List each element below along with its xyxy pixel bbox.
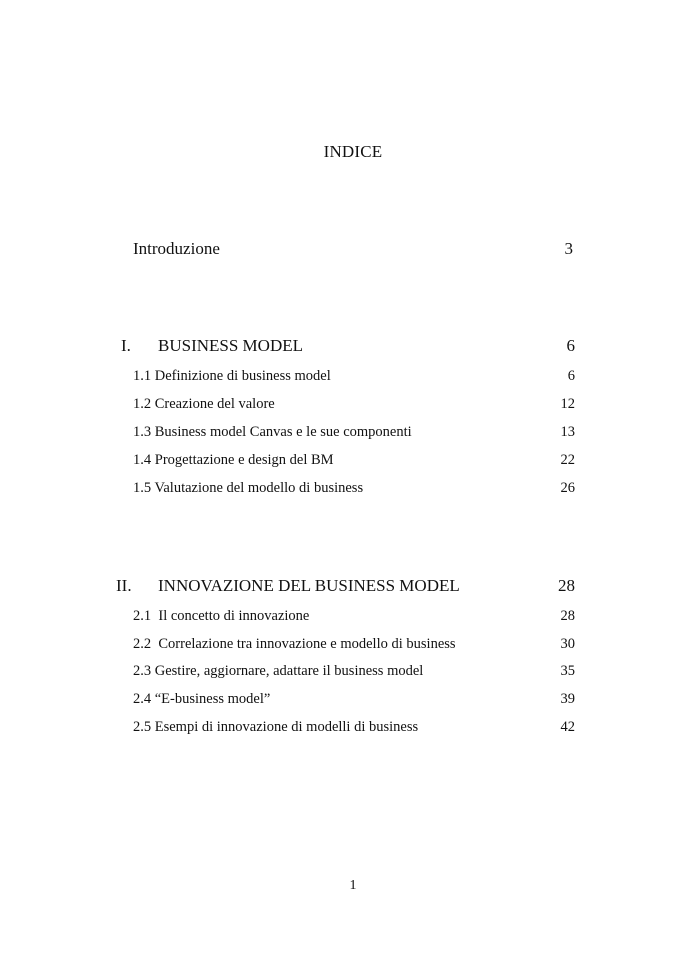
section-page: 35 bbox=[560, 663, 575, 679]
section-label: 1.2 Creazione del valore bbox=[133, 396, 275, 412]
toc-section bbox=[133, 691, 575, 711]
chapter-title: INNOVAZIONE DEL BUSINESS MODEL bbox=[158, 576, 460, 595]
toc-section bbox=[133, 663, 575, 683]
toc-entry-page: 3 bbox=[564, 239, 573, 258]
section-label: 2.1 Il concetto di innovazione bbox=[133, 608, 310, 624]
chapter-number: II. bbox=[116, 576, 132, 595]
section-label: 1.5 Valutazione del modello di business bbox=[133, 480, 364, 496]
toc-section bbox=[133, 368, 575, 388]
chapter-page: 28 bbox=[558, 576, 575, 595]
section-page: 13 bbox=[560, 424, 575, 440]
chapter-number: I. bbox=[121, 336, 131, 355]
section-page: 6 bbox=[567, 368, 575, 384]
section-label: 2.3 Gestire, aggiornare, adattare il business model bbox=[133, 663, 424, 679]
section-page: 12 bbox=[560, 396, 575, 412]
section-page: 39 bbox=[560, 691, 575, 707]
section-page: 30 bbox=[560, 636, 575, 652]
section-label: 2.2 Correlazione tra innovazione e modello di business bbox=[133, 636, 456, 652]
section-label: 1.1 Definizione di business model bbox=[133, 368, 331, 384]
toc-chapter-2 bbox=[116, 576, 575, 598]
toc-section bbox=[133, 396, 575, 416]
toc-section bbox=[133, 636, 575, 656]
chapter-title: BUSINESS MODEL bbox=[158, 336, 303, 355]
section-label: 1.4 Progettazione e design del BM bbox=[133, 452, 334, 468]
toc-entry-label: Introduzione bbox=[133, 239, 220, 258]
toc-section bbox=[133, 424, 575, 444]
toc-chapter-1 bbox=[118, 336, 575, 358]
section-page: 26 bbox=[560, 480, 575, 496]
toc-entry-introduction bbox=[133, 239, 573, 259]
page-number: 1 bbox=[349, 878, 357, 893]
page-title: INDICE bbox=[323, 142, 383, 161]
section-page: 42 bbox=[560, 719, 575, 735]
chapter-page: 6 bbox=[566, 336, 575, 355]
toc-section bbox=[133, 719, 575, 739]
section-page: 22 bbox=[560, 452, 575, 468]
toc-section bbox=[133, 480, 575, 500]
section-label: 2.5 Esempi di innovazione di modelli di business bbox=[133, 719, 419, 735]
section-label: 2.4 “E-business model” bbox=[133, 691, 271, 707]
toc-section bbox=[133, 608, 575, 628]
toc-section bbox=[133, 452, 575, 472]
section-page: 28 bbox=[560, 608, 575, 624]
section-label: 1.3 Business model Canvas e le sue componenti bbox=[133, 424, 412, 440]
